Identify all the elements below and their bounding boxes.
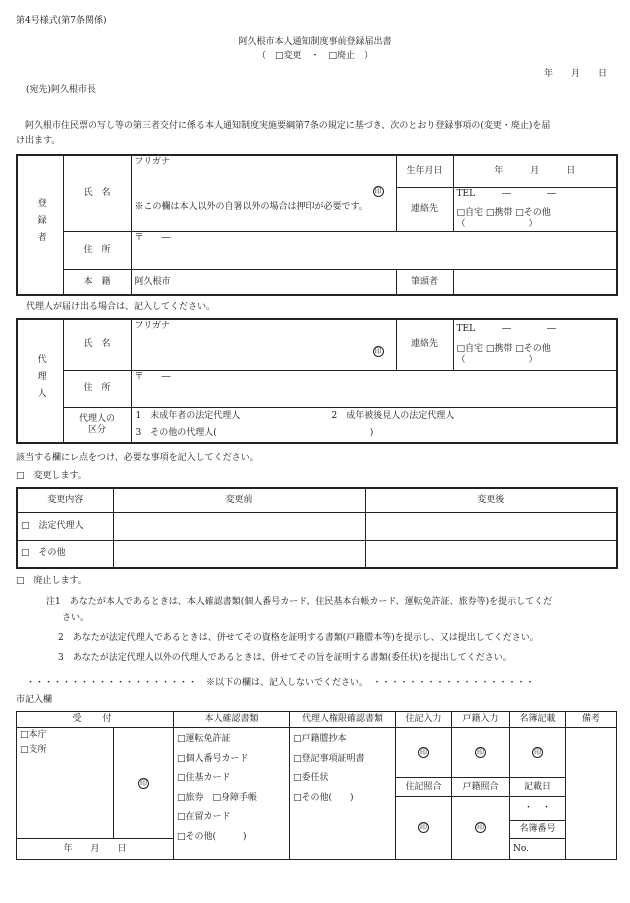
check-instruction: 該当する欄にレ点をつけ、必要な事項を記入してください。 [16, 453, 259, 463]
change-checkbox[interactable]: □ 変更します。 [16, 471, 87, 481]
agent-address-label: 住 所 [63, 370, 131, 407]
agent-doc-item[interactable]: □登記事項証明書 [293, 753, 365, 764]
agent-name-label: 氏 名 [63, 319, 131, 370]
col-uketsuke: 受 付 [17, 712, 174, 728]
honnin-doc-item[interactable]: □住基カード [177, 773, 231, 784]
agent-name-field[interactable] [131, 319, 396, 370]
seal-icon: 印 [420, 823, 428, 832]
registrant-table [16, 154, 618, 296]
agent-note: 代理人が届け出る場合は、記入してください。 [26, 302, 216, 312]
change-row-other[interactable]: □ その他 [17, 540, 113, 568]
agent-table [16, 318, 618, 444]
seal-icon: 印 [374, 187, 382, 195]
seal-icon: 印 [140, 778, 147, 787]
registrant-name-field[interactable] [131, 155, 396, 231]
meibo-kisai-seal [510, 728, 566, 778]
koseki-shogo-seal [452, 796, 510, 859]
uketsuke-seal-cell [114, 728, 174, 839]
change-after-field[interactable] [365, 540, 617, 568]
registrant-address-label: 住 所 [63, 231, 131, 269]
registrant-contact-label: 連絡先 [396, 187, 453, 231]
honnin-doc-item[interactable]: □個人番号カード [177, 753, 249, 764]
agent-doc-item[interactable]: □委任状 [293, 773, 329, 784]
note-3: 3 あなたが法定代理人以外の代理人であるときは、併せてその旨を証明する書類(委任状)を提出してください。 [58, 653, 512, 663]
agent-doc-item[interactable]: □戸籍謄抄本 [293, 734, 347, 745]
intro-text-2: け出ます。 [16, 136, 61, 146]
form-title: 阿久根市本人通知制度事前登録届出書 [238, 37, 392, 47]
registrant-postal: 〒 ― [134, 232, 171, 243]
agent-option-2[interactable]: 2 成年被後見人の法定代理人 [331, 410, 455, 421]
note-1: 注1 あなたが本人であるときは、本人確認書類(個人番号カード、住民基本台帳カード、運転免許証、旅券等)を提示してくだ [46, 597, 553, 607]
agent-category-options[interactable] [131, 407, 617, 443]
honnin-doc-item[interactable]: □運転免許証 [177, 734, 231, 745]
change-table [16, 487, 618, 569]
meibo-no-field[interactable]: No. [510, 839, 566, 860]
juki-shogo-label: 住記照合 [396, 778, 452, 797]
honseki-label: 本 籍 [63, 269, 131, 295]
change-col-after: 変更後 [365, 488, 617, 512]
change-before-field[interactable] [113, 512, 365, 540]
agent-contact-options[interactable]: □自宅 □携帯 □その他（ ） [456, 343, 551, 365]
agent-doc-item[interactable]: □その他( ) [293, 792, 354, 803]
office-use-heading: 市記入欄 [16, 695, 53, 705]
registrant-name-label: 氏 名 [63, 155, 131, 231]
addressee: (宛先)阿久根市長 [26, 85, 97, 95]
col-juki-input: 住記入力 [396, 712, 452, 728]
seal-icon: 印 [374, 347, 382, 355]
agent-option-3[interactable]: 3 その他の代理人( ) [135, 427, 374, 438]
agent-category-label: 代理人の 区分 [63, 407, 131, 443]
form-subtitle[interactable]: （ □変更 ・ □廃止 ） [256, 51, 373, 61]
honnin-doc-item[interactable]: □在留カード [177, 812, 231, 823]
agent-docs-list [290, 728, 396, 860]
registrant-name-note: ※この欄は本人以外の自署以外の場合は押印が必要です。 [134, 202, 368, 212]
honnin-docs-list [174, 728, 290, 860]
seal-icon: 印 [420, 748, 428, 757]
agent-section-label: 代理人 [17, 319, 63, 443]
honnin-doc-item[interactable]: □旅券 □身障手帳 [177, 792, 258, 803]
registrant-tel: TEL ― ― [456, 188, 557, 199]
hittosha-field[interactable] [453, 269, 617, 295]
kisai-bi-label: 記載日 [510, 778, 566, 797]
hittosha-label: 筆頭者 [396, 269, 453, 295]
note-2: 2 あなたが法定代理人であるときは、併せてその資格を証明する書類(戸籍謄本等)を提示し、又は提出してください。 [58, 633, 539, 643]
col-biko: 備考 [566, 712, 617, 728]
change-after-field[interactable] [365, 512, 617, 540]
change-col-content: 変更内容 [17, 488, 113, 512]
birthdate-label: 生年月日 [396, 155, 453, 187]
divider-notice: ・・・・・・・・・・・・・・・・・・・ ※以下の欄は、記入しないでください。 ・・・・・・・・・・・・・・・・・・ [26, 678, 535, 688]
change-row-legal-agent[interactable]: □ 法定代理人 [17, 512, 113, 540]
biko-field[interactable] [566, 728, 617, 860]
registrant-furigana-label: フリガナ [134, 157, 171, 167]
koseki-input-seal [452, 728, 510, 778]
note-1-cont: さい。 [62, 613, 90, 623]
registrant-section-label: 登録者 [17, 155, 63, 295]
change-col-before: 変更前 [113, 488, 365, 512]
submission-date[interactable]: 年 月 日 [544, 69, 608, 79]
intro-text-1: 阿久根市住民票の写し等の第三者交付に係る本人通知制度実施要綱第7条の規定に基づき、次のとおり登録事項の(変更・廃止)を届 [16, 121, 551, 131]
registrant-address-field[interactable] [131, 231, 617, 269]
registrant-contact-field[interactable] [453, 187, 617, 231]
agent-address-field[interactable] [131, 370, 617, 407]
office-use-table [16, 711, 617, 860]
change-before-field[interactable] [113, 540, 365, 568]
uketsuke-branch-cell [17, 728, 114, 839]
birthdate-field[interactable]: 年 月 日 [453, 155, 617, 187]
registrant-contact-options[interactable]: □自宅 □携帯 □その他（ ） [456, 208, 551, 230]
form-number: 第4号様式(第7条関係) [16, 16, 107, 26]
agent-contact-field[interactable] [453, 319, 617, 370]
col-agent-docs: 代理人権限確認書類 [290, 712, 396, 728]
abolish-checkbox[interactable]: □ 廃止します。 [16, 576, 87, 586]
juki-shogo-seal [396, 796, 452, 859]
agent-postal: 〒 ― [134, 371, 171, 382]
honcho-checkbox[interactable]: □本庁 [20, 730, 47, 741]
agent-furigana-label: フリガナ [134, 321, 171, 331]
honseki-field[interactable]: 阿久根市 [131, 269, 396, 295]
juki-input-seal [396, 728, 452, 778]
agent-contact-label: 連絡先 [396, 319, 453, 370]
col-honnin-docs: 本人確認書類 [174, 712, 290, 728]
shisho-checkbox[interactable]: □支所 [20, 745, 47, 756]
seal-icon: 印 [477, 823, 485, 832]
col-meibo-kisai: 名簿記載 [510, 712, 566, 728]
agent-option-1[interactable]: 1 未成年者の法定代理人 [135, 410, 241, 421]
col-koseki-input: 戸籍入力 [452, 712, 510, 728]
seal-icon: 印 [534, 748, 542, 757]
agent-tel: TEL ― ― [456, 324, 557, 335]
honnin-doc-item[interactable]: □その他( ) [177, 831, 247, 842]
meibo-bango-label: 名簿番号 [510, 820, 566, 839]
seal-icon: 印 [477, 748, 485, 757]
kisai-bi-value[interactable]: ・ ・ [510, 796, 566, 820]
uketsuke-date[interactable]: 年 月 日 [17, 839, 174, 860]
koseki-shogo-label: 戸籍照合 [452, 778, 510, 797]
